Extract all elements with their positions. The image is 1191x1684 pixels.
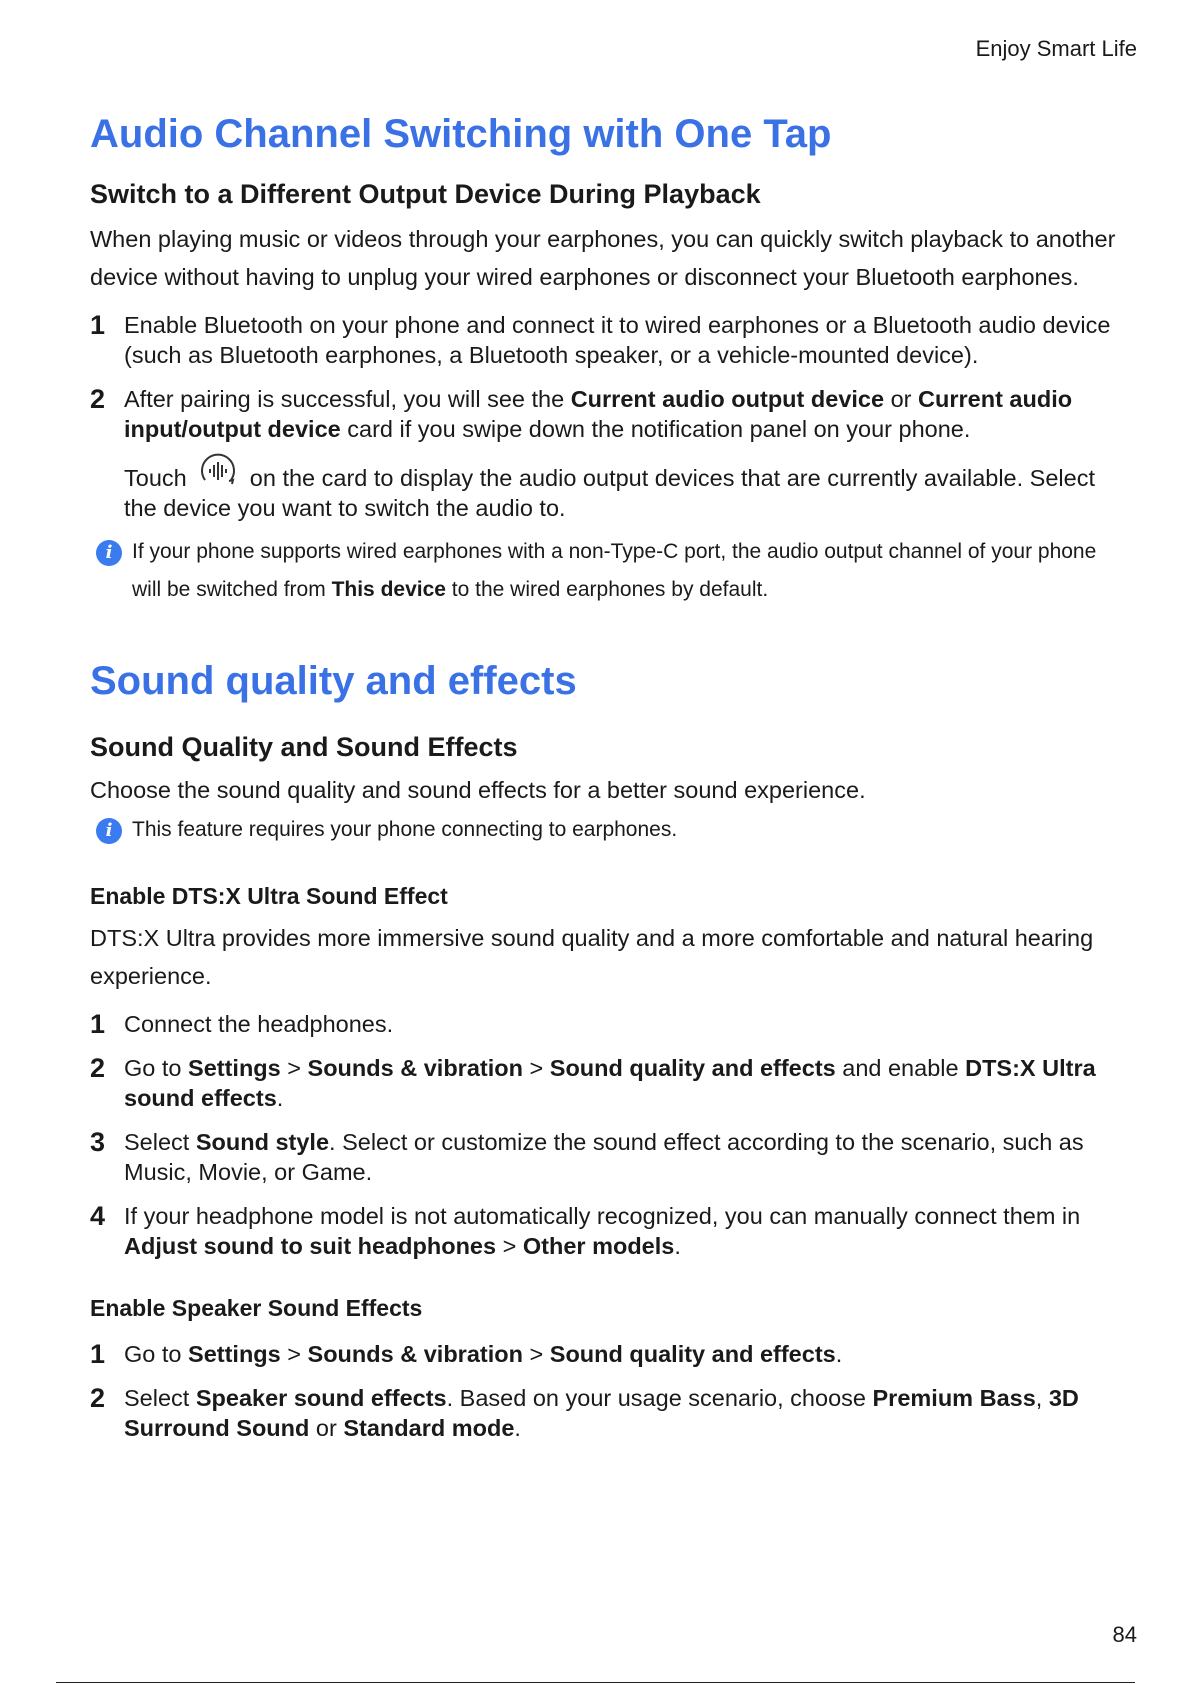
text: . — [674, 1233, 681, 1259]
text: This feature requires your phone connecting to earphones. — [132, 818, 678, 841]
speaker-step-2 — [90, 1383, 1120, 1443]
bold-term: Sound quality and effects — [549, 1341, 836, 1367]
text: . — [276, 1085, 284, 1111]
step-number: 1 — [90, 1339, 106, 1369]
bold-term: 3D Surround Sound — [124, 1385, 1079, 1441]
page-number: 84 — [1112, 1622, 1137, 1647]
text: > — [522, 1055, 550, 1081]
text: > — [496, 1233, 523, 1259]
step-number: 2 — [90, 384, 106, 414]
info-icon: i — [96, 540, 122, 566]
heading-speaker: Enable Speaker Sound Effects — [90, 1295, 423, 1321]
text: . — [514, 1415, 521, 1441]
audio-switch-icon — [197, 450, 239, 492]
step-text: Enable Bluetooth on your phone and connect it to wired earphones or a Bluetooth audio device (such as Bluetooth earphones, a Bluetooth speaker, or a vehicle-mounted device). — [124, 312, 1111, 368]
dts-step-2 — [90, 1053, 1120, 1113]
step-2 — [90, 384, 1120, 523]
step-number: 1 — [90, 1009, 106, 1039]
dts-intro: DTS:X Ultra provides more immersive sound quality and a more comfortable and natural hearing experience. — [90, 925, 1094, 989]
text: . Based on your usage scenario, choose — [446, 1385, 873, 1411]
text: to the wired earphones by default. — [445, 578, 769, 601]
text: > — [280, 1341, 308, 1367]
text: If your phone supports wired earphones with a non-Type-C port, the audio output channel of your phone will be switched from — [132, 540, 1097, 601]
step-1 — [90, 310, 1120, 370]
bold-term: Standard mode — [343, 1415, 515, 1441]
text: Select — [124, 1129, 196, 1155]
bold-term: Adjust sound to suit headphones — [124, 1233, 497, 1259]
chapter-header: Enjoy Smart Life — [975, 36, 1137, 61]
step-number: 3 — [90, 1127, 106, 1157]
bold-term: DTS:X Ultra sound effects — [124, 1055, 1096, 1111]
bold-term: Settings — [188, 1055, 281, 1081]
bold-term: Settings — [188, 1341, 281, 1367]
dts-step-4 — [90, 1201, 1120, 1261]
step-text: Connect the headphones. — [124, 1011, 394, 1037]
bold-term: Sound quality and effects — [549, 1055, 836, 1081]
info-icon: i — [96, 818, 122, 844]
text: or — [884, 386, 919, 412]
speaker-step-1 — [90, 1339, 1120, 1369]
step-number: 2 — [90, 1053, 106, 1083]
bold-term: Other models — [522, 1233, 675, 1259]
section-title-sound-quality: Sound quality and effects — [90, 659, 577, 703]
text: , — [1035, 1385, 1049, 1411]
text: and enable — [835, 1055, 966, 1081]
bold-term: Current audio output device — [570, 386, 885, 412]
subtitle-switch-output: Switch to a Different Output Device During Playback — [90, 179, 761, 209]
dts-step-1 — [90, 1009, 1120, 1039]
dts-step-3 — [90, 1127, 1120, 1187]
bold-term: Sounds & vibration — [307, 1055, 523, 1081]
step-number: 2 — [90, 1383, 106, 1413]
intro-paragraph: Choose the sound quality and sound effects for a better sound experience. — [90, 777, 866, 803]
text: card if you swipe down the notification panel on your phone. — [340, 416, 971, 442]
info-note — [90, 533, 1120, 609]
step-number: 1 — [90, 310, 106, 340]
text: After pairing is successful, you will see the — [124, 386, 571, 412]
bold-term: Sounds & vibration — [307, 1341, 523, 1367]
bold-term: This device — [331, 578, 446, 601]
page-content — [90, 100, 1120, 1443]
bold-term: Premium Bass — [872, 1385, 1036, 1411]
text: on the card to display the audio output devices that are currently available. Select the device you want to switch the audio to. — [124, 465, 1095, 521]
bold-term: Current audio input/output device — [124, 386, 1073, 442]
text: If your headphone model is not automatically recognized, you can manually connect them in — [124, 1203, 1081, 1229]
info-note — [90, 811, 1120, 849]
text: . — [835, 1341, 843, 1367]
text: . Select or customize the sound effect according to the scenario, such as Music, Movie, or Game. — [124, 1129, 1084, 1185]
bold-term: Sound style — [195, 1129, 330, 1155]
step-number: 4 — [90, 1201, 106, 1231]
text: Select — [124, 1385, 196, 1411]
intro-paragraph: When playing music or videos through your earphones, you can quickly switch playback to another device without having to unplug your wired earphones or disconnect your Bluetooth earphones. — [90, 226, 1116, 290]
section-title-audio-switching: Audio Channel Switching with One Tap — [90, 112, 832, 156]
bold-term: Speaker sound effects — [195, 1385, 447, 1411]
subtitle-sound-quality: Sound Quality and Sound Effects — [90, 732, 518, 762]
text: Go to — [124, 1341, 189, 1367]
text: > — [280, 1055, 308, 1081]
footer-divider — [56, 1682, 1135, 1683]
text: Go to — [124, 1055, 189, 1081]
text: Touch — [124, 465, 187, 491]
heading-dts: Enable DTS:X Ultra Sound Effect — [90, 883, 448, 909]
text: or — [309, 1415, 344, 1441]
text: > — [522, 1341, 550, 1367]
